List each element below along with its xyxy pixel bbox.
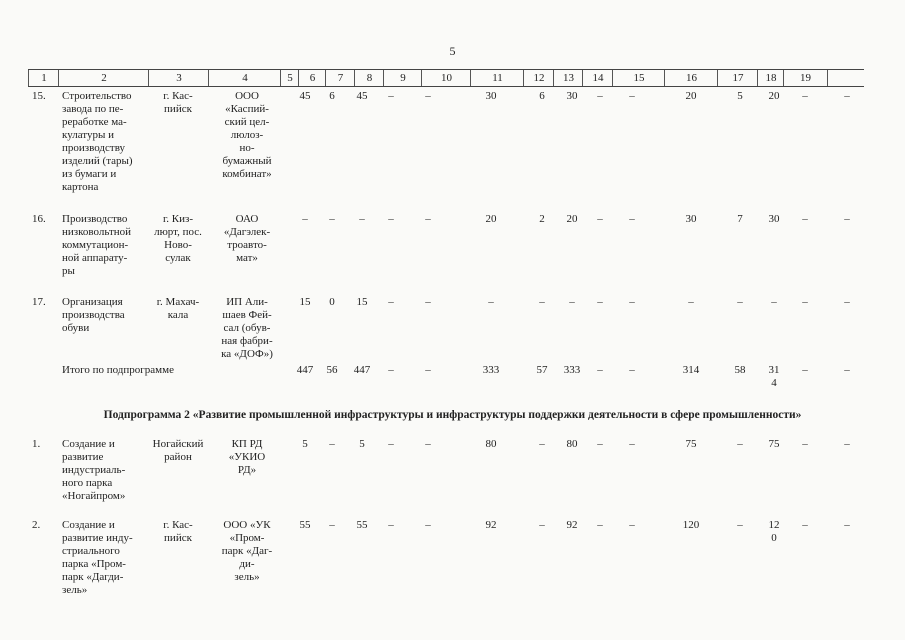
total-label: Итого по подпрограмме [62, 364, 174, 376]
row-value: 30 [566, 90, 578, 102]
row-org-line: ский цел- [224, 116, 270, 128]
header-col-14: 14 [582, 70, 613, 86]
row-value: – [802, 438, 808, 450]
row-value: – [359, 213, 365, 225]
row-value-wrap: 0 [771, 532, 777, 544]
subprogram-title: Подпрограмма 2 «Развитие промышленной инфраструктуры и инфраструктуры поддержки деятельности в сфере промышленности» [103, 409, 802, 421]
row-value: – [425, 438, 431, 450]
row-value: – [688, 296, 694, 308]
row-name-line: производству [62, 142, 126, 154]
row-number: 1. [32, 438, 41, 450]
row-value: 45 [356, 90, 368, 102]
row-name-line: «Ногайпром» [62, 490, 126, 502]
row-place-line: пийск [164, 532, 192, 544]
header-col-1: 1 [28, 70, 59, 86]
row-value: 5 [302, 438, 308, 450]
row-value: – [802, 90, 808, 102]
row-value: 45 [299, 90, 311, 102]
row-value: – [388, 213, 394, 225]
total-value: 314 [682, 364, 700, 376]
row-name-line: парка «Пром- [62, 558, 126, 570]
row-value: 80 [566, 438, 578, 450]
row-name-line: развитие инду- [62, 532, 133, 544]
row-org-line: «Пром- [229, 532, 265, 544]
row-name-line: Строительство [62, 90, 132, 102]
header-col-12: 12 [523, 70, 554, 86]
row-name-line: индустриаль- [62, 464, 126, 476]
row-name-line: ной аппарату- [62, 252, 128, 264]
row-name-line: Производство [62, 213, 128, 225]
row-value: – [802, 519, 808, 531]
row-value: 5 [359, 438, 365, 450]
row-number: 15. [32, 90, 46, 102]
row-value: – [539, 296, 545, 308]
header-col-5: 5 [280, 70, 299, 86]
row-name-line: обуви [62, 322, 90, 334]
row-value: – [629, 296, 635, 308]
row-org-line: ди- [239, 558, 255, 570]
table-header-row [28, 69, 864, 87]
row-value: – [425, 90, 431, 102]
row-name-line: ного парка [62, 477, 113, 489]
total-value: – [629, 364, 635, 376]
total-value: 333 [482, 364, 500, 376]
row-org-line: РД» [237, 464, 257, 476]
total-value: – [802, 364, 808, 376]
row-org-line: люлоз- [230, 129, 264, 141]
total-value: 447 [296, 364, 314, 376]
row-org-line: мат» [236, 252, 258, 264]
header-col-10: 10 [421, 70, 471, 86]
header-col-2: 2 [58, 70, 149, 86]
row-name-line: реработке ма- [62, 116, 127, 128]
row-value: – [629, 438, 635, 450]
row-value: 30 [485, 90, 497, 102]
row-value: – [425, 213, 431, 225]
row-name-line: из бумаги и [62, 168, 117, 180]
header-col-7: 7 [325, 70, 355, 86]
header-col-18: 18 [757, 70, 784, 86]
row-value: – [737, 438, 743, 450]
row-value: – [844, 90, 850, 102]
row-org-line: шаев Фей- [222, 309, 272, 321]
row-org-line: троавто- [227, 239, 267, 251]
row-org-line: зель» [234, 571, 260, 583]
row-number: 17. [32, 296, 46, 308]
row-value: 0 [329, 296, 335, 308]
total-value: 58 [734, 364, 746, 376]
row-value: – [802, 213, 808, 225]
row-value: 55 [356, 519, 368, 531]
row-value: 20 [685, 90, 697, 102]
row-value: 20 [485, 213, 497, 225]
row-value: – [569, 296, 575, 308]
row-place-line: район [164, 451, 192, 463]
row-value: 75 [768, 438, 780, 450]
row-value: – [539, 519, 545, 531]
row-org-line: «Каспий- [225, 103, 269, 115]
row-name-line: Создание и [62, 519, 115, 531]
row-number: 2. [32, 519, 41, 531]
row-name-line: низковольтной [62, 226, 132, 238]
row-place-line: кала [167, 309, 189, 321]
row-value: 6 [329, 90, 335, 102]
row-org-line: парк «Даг- [221, 545, 273, 557]
header-col-13: 13 [553, 70, 583, 86]
row-org-line: ООО «УК [223, 519, 271, 531]
row-place-line: Ногайский [152, 438, 204, 450]
row-value: – [597, 296, 603, 308]
row-value: – [844, 438, 850, 450]
row-name-line: изделий (тары) [62, 155, 133, 167]
header-col-11: 11 [470, 70, 524, 86]
row-name-line: кулатуры и [62, 129, 114, 141]
row-name-line: зель» [62, 584, 88, 596]
row-value: – [539, 438, 545, 450]
row-place-line: пийск [164, 103, 192, 115]
row-name-line: стриального [62, 545, 120, 557]
row-org-line: КП РД [231, 438, 263, 450]
row-name-line: развитие [62, 451, 104, 463]
row-value: 80 [485, 438, 497, 450]
row-org-line: ООО [235, 90, 259, 102]
row-org-line: ная фабри- [221, 335, 273, 347]
row-org-line: ИП Али- [226, 296, 268, 308]
total-value-wrap: 4 [771, 377, 777, 389]
header-col-19: 19 [783, 70, 828, 86]
row-value: – [388, 438, 394, 450]
row-value: – [597, 438, 603, 450]
header-col-3: 3 [148, 70, 209, 86]
row-place-line: сулак [165, 252, 191, 264]
row-value: 30 [685, 213, 697, 225]
row-value: – [629, 213, 635, 225]
total-value: 56 [326, 364, 338, 376]
row-value: 5 [737, 90, 743, 102]
row-name-line: Организация [62, 296, 123, 308]
row-value: 15 [299, 296, 311, 308]
header-col-17: 17 [717, 70, 758, 86]
row-value: – [329, 438, 335, 450]
row-value: – [388, 519, 394, 531]
row-value: – [629, 519, 635, 531]
total-value: 31 [768, 364, 780, 376]
row-value: – [844, 296, 850, 308]
row-value: – [488, 296, 494, 308]
row-value: – [329, 213, 335, 225]
row-value: 20 [566, 213, 578, 225]
row-org-line: сал (обув- [223, 322, 271, 334]
row-number: 16. [32, 213, 46, 225]
row-name-line: производства [62, 309, 125, 321]
row-name-line: Создание и [62, 438, 115, 450]
row-place-line: Ново- [164, 239, 192, 251]
header-col-6: 6 [298, 70, 326, 86]
total-value: – [425, 364, 431, 376]
row-org-line: ОАО [235, 213, 259, 225]
row-value: 6 [539, 90, 545, 102]
row-value: – [388, 90, 394, 102]
page-number: 5 [449, 44, 456, 58]
row-org-line: но- [239, 142, 255, 154]
row-name-line: коммутацион- [62, 239, 129, 251]
row-org-line: ка «ДОФ») [221, 348, 273, 360]
row-value: – [802, 296, 808, 308]
row-org-line: «Дагэлек- [223, 226, 271, 238]
row-value: – [597, 213, 603, 225]
row-place-line: г. Кас- [163, 519, 193, 531]
row-name-line: ры [62, 265, 75, 277]
row-value: 75 [685, 438, 697, 450]
row-value: 7 [737, 213, 743, 225]
row-value: – [425, 296, 431, 308]
row-value: – [844, 213, 850, 225]
row-value: 2 [539, 213, 545, 225]
row-value: 92 [566, 519, 578, 531]
row-place-line: г. Кас- [163, 90, 193, 102]
total-value: – [844, 364, 850, 376]
row-value: 15 [356, 296, 368, 308]
row-value: 120 [682, 519, 700, 531]
row-value: 30 [768, 213, 780, 225]
row-name-line: завода по пе- [62, 103, 124, 115]
row-place-line: люрт, пос. [154, 226, 202, 238]
row-value: – [844, 519, 850, 531]
row-value: – [329, 519, 335, 531]
header-col-16: 16 [664, 70, 718, 86]
row-value: – [597, 90, 603, 102]
header-col-15: 15 [612, 70, 665, 86]
total-value: – [597, 364, 603, 376]
row-place-line: г. Махач- [156, 296, 200, 308]
total-value: – [388, 364, 394, 376]
row-value: – [771, 296, 777, 308]
header-col-4: 4 [208, 70, 281, 86]
total-value: 447 [353, 364, 371, 376]
row-value: – [597, 519, 603, 531]
row-value: 92 [485, 519, 497, 531]
row-name-line: парк «Дагди- [62, 571, 124, 583]
row-value: – [302, 213, 308, 225]
row-value: – [425, 519, 431, 531]
header-col-8: 8 [354, 70, 384, 86]
row-org-line: комбинат» [222, 168, 272, 180]
row-value: – [388, 296, 394, 308]
row-value: – [737, 296, 743, 308]
total-value: 333 [563, 364, 581, 376]
row-place-line: г. Киз- [162, 213, 193, 225]
total-value: 57 [536, 364, 548, 376]
row-value: 55 [299, 519, 311, 531]
row-value: – [629, 90, 635, 102]
row-org-line: бумажный [222, 155, 272, 167]
row-value: 12 [768, 519, 780, 531]
row-value: 20 [768, 90, 780, 102]
row-org-line: «УКИО [228, 451, 266, 463]
row-name-line: картона [62, 181, 99, 193]
header-col-9: 9 [383, 70, 422, 86]
row-value: – [737, 519, 743, 531]
